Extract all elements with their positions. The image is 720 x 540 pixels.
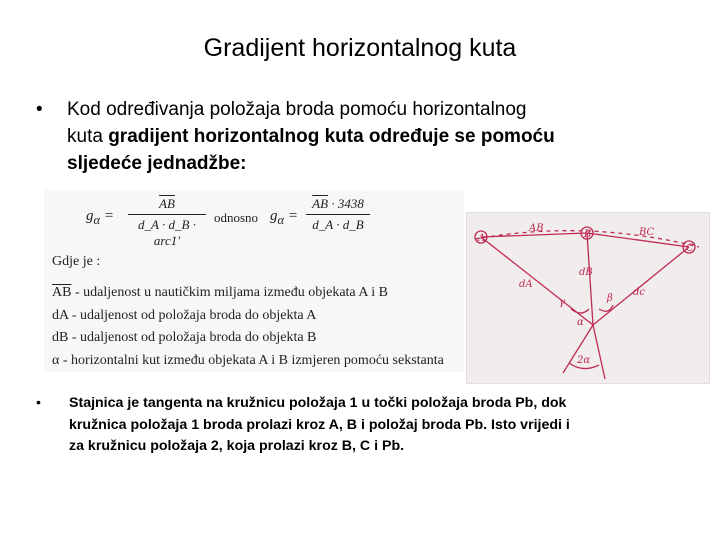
sketch-label-b: B <box>584 229 592 240</box>
sketch-drawing <box>467 213 709 383</box>
definition-ab: $\overline{AB}$ - udaljenost u nautičkim miljama između objekata A i B <box>52 285 388 300</box>
sketch-label-gamma: γ <box>559 297 565 308</box>
formula-1-numerator: $\overline{AB}$ <box>159 196 175 211</box>
sketch-line-dc <box>593 247 689 325</box>
formula-where: Gdje je : <box>52 254 101 269</box>
bullet-intro <box>36 96 556 177</box>
sketch-extension-c <box>593 325 605 379</box>
definition-da: dA - udaljenost od položaja broda do objekta A <box>52 307 317 323</box>
bullet-intro-bold: gradijent horizontalnog kuta određuje se pomoću sljedeće jednadžbe: <box>67 126 555 174</box>
sketch-label-a: A <box>478 233 486 244</box>
formula-fraction-1 <box>128 196 206 249</box>
sketch-label-alpha: α <box>577 317 584 328</box>
formula-lhs: $g_\alpha$ = <box>86 208 114 227</box>
hand-sketch-image <box>466 212 710 384</box>
bullet-intro-text <box>36 96 556 177</box>
sketch-label-two-alpha: 2α <box>577 355 591 366</box>
bullet-marker: • <box>36 395 41 411</box>
bullet-stajnica-text: Stajnica je tangenta na kružnicu položaja 1 u točki položaja broda Pb, dok kružnica položaja 1 broda prolazi kroz A, B i položaj broda Pb. Isto vrijedi i za kružnicu položaja 2, koja prolazi kroz B, C i Pb. <box>69 395 570 454</box>
bullet-intro-plain: Kod određivanja položaja broda pomoću horizontalnog kuta <box>67 99 527 147</box>
formula-definitions <box>52 282 444 372</box>
sketch-label-ab: AB <box>529 223 544 234</box>
formula-image <box>44 190 464 372</box>
definition-alpha: α - horizontalni kut između objekata A i B izmjeren pomoću sekstanta <box>52 352 444 368</box>
formula-lhs-2: $g_\alpha$ = <box>270 208 298 227</box>
bullet-stajnica <box>36 393 576 458</box>
bullet-marker: • <box>36 99 43 120</box>
slide-title: Gradijent horizontalnog kuta <box>203 34 517 62</box>
formula-fraction-2 <box>306 196 370 233</box>
formula-2-numerator-rest: · 3438 <box>328 196 364 211</box>
formula-2-denominator: d_A · d_B <box>312 217 364 232</box>
sketch-line-db <box>587 233 593 325</box>
sketch-label-dc: dc <box>633 287 646 298</box>
sketch-label-db: dB <box>579 267 593 278</box>
sketch-label-c: C <box>686 243 694 254</box>
sketch-label-bc: BC <box>639 227 655 238</box>
sketch-label-da: dA <box>519 279 533 290</box>
sketch-label-beta: β <box>607 293 613 304</box>
definition-db: dB - udaljenost od položaja broda do objekta B <box>52 330 317 345</box>
formula-or: odnosno <box>214 210 259 225</box>
formula-1-denominator: d_A · d_B · arc1' <box>138 217 196 248</box>
formula-2-segment: $\overline{AB}$ <box>312 196 329 211</box>
